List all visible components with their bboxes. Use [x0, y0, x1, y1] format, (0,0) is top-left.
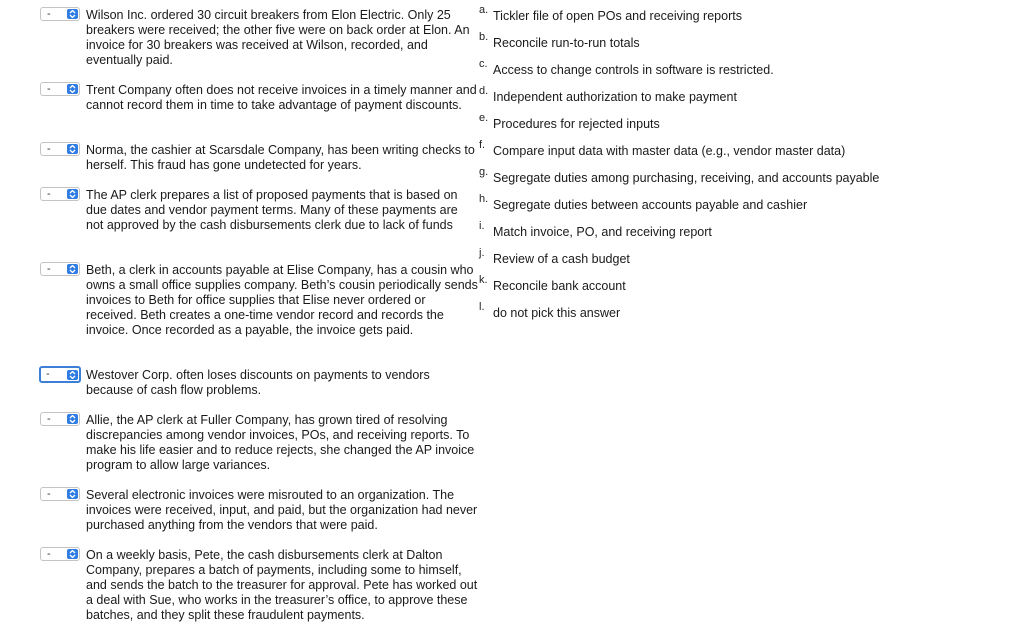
- question-text: On a weekly basis, Pete, the cash disbursements clerk at Dalton Company, prepares a batch of payments, including some to himself, and sends the batch to the treasurer for approval. Pete has worked out a deal with Sue, who works in the treasurer’s office, to approve these batches, and they split these fraudulent payments.: [86, 548, 478, 622]
- question-text: Beth, a clerk in accounts payable at Elise Company, has a cousin who owns a small office supplies company. Beth’s cousin periodically sends invoices to Beth for office supplies that Elise never ordered or received. Beth creates a one-time vendor record and records the invoice. Once recorded as a payable, the invoice gets paid.: [86, 263, 478, 337]
- select-value: -: [47, 83, 51, 95]
- select-arrows-icon: [67, 549, 78, 559]
- answer-letter: e.: [479, 112, 489, 124]
- answer-letter: a.: [479, 4, 489, 16]
- answer-letter: k.: [479, 274, 488, 286]
- answer-item: [479, 216, 999, 243]
- question-text: Several electronic invoices were misrouted to an organization. The invoices were received, input, and paid, but the organization had never purchased anything from the vendors that were paid.: [86, 488, 478, 532]
- answer-letter: l.: [479, 301, 485, 313]
- answer-text: Access to change controls in software is restricted.: [493, 63, 774, 77]
- answer-item: [479, 0, 999, 27]
- answer-letter: h.: [479, 193, 489, 205]
- answer-item: [479, 270, 999, 297]
- answer-text: Independent authorization to make payment: [493, 90, 737, 104]
- answer-select[interactable]: [40, 187, 80, 201]
- select-arrows-icon: [67, 370, 78, 380]
- question-text: Wilson Inc. ordered 30 circuit breakers from Elon Electric. Only 25 breakers were received; the other five were on back order at Elon. An invoice for 30 breakers was received at Wilson, recorded, and eventually paid.: [86, 8, 470, 67]
- select-arrows-icon: [67, 84, 78, 94]
- answer-select[interactable]: [40, 487, 80, 501]
- select-arrows-icon: [67, 264, 78, 274]
- answer-text: Segregate duties among purchasing, receiving, and accounts payable: [493, 171, 880, 185]
- select-value: -: [47, 548, 51, 560]
- question-text: Norma, the cashier at Scarsdale Company, has been writing checks to herself. This fraud has gone undetected for years.: [86, 143, 475, 172]
- answer-select[interactable]: [40, 262, 80, 276]
- answer-text: Review of a cash budget: [493, 252, 630, 266]
- question-text: Allie, the AP clerk at Fuller Company, has grown tired of resolving discrepancies among vendor invoices, POs, and receiving reports. To make his life easier and to reduce rejects, she changed the AP invoice program to allow large variances.: [86, 413, 475, 472]
- question-text: Westover Corp. often loses discounts on payments to vendors because of cash flow problems.: [86, 368, 430, 397]
- answer-text: do not pick this answer: [493, 306, 621, 320]
- question-text: The AP clerk prepares a list of proposed payments that is based on due dates and vendor payment terms. Many of these payments are not approved by the cash disbursements clerk due to lack of funds: [86, 188, 458, 232]
- answer-item: [479, 81, 999, 108]
- select-arrows-icon: [67, 9, 78, 19]
- answer-item: [479, 54, 999, 81]
- answer-select[interactable]: [40, 82, 80, 96]
- answer-select[interactable]: [40, 7, 80, 21]
- answer-letter: d.: [479, 85, 489, 97]
- answer-item: [479, 189, 999, 216]
- answer-item: [479, 108, 999, 135]
- answer-item: [479, 27, 999, 54]
- answer-text: Segregate duties between accounts payable and cashier: [493, 198, 808, 212]
- answer-letter: i.: [479, 220, 485, 232]
- answer-letter: b.: [479, 31, 489, 43]
- select-value: -: [47, 263, 51, 275]
- select-value: -: [47, 143, 51, 155]
- select-value: -: [47, 188, 51, 200]
- answer-text: Reconcile run-to-run totals: [493, 36, 640, 50]
- answer-text: Tickler file of open POs and receiving reports: [493, 9, 742, 23]
- answer-letter: g.: [479, 166, 489, 178]
- select-arrows-icon: [67, 189, 78, 199]
- answer-select[interactable]: [40, 142, 80, 156]
- answer-item: [479, 243, 999, 270]
- answer-select[interactable]: [40, 412, 80, 426]
- select-arrows-icon: [67, 144, 78, 154]
- select-arrows-icon: [67, 414, 78, 424]
- select-value: -: [47, 8, 51, 20]
- select-value: -: [47, 413, 51, 425]
- answer-text: Procedures for rejected inputs: [493, 117, 660, 131]
- answer-text: Compare input data with master data (e.g., vendor master data): [493, 144, 846, 158]
- answer-letter: f.: [479, 139, 486, 151]
- select-value: -: [47, 488, 51, 500]
- select-value: -: [46, 368, 50, 380]
- answer-item: [479, 135, 999, 162]
- select-arrows-icon: [67, 489, 78, 499]
- answer-letter: j.: [479, 247, 485, 259]
- answer-select[interactable]: [39, 366, 81, 383]
- answer-letter: c.: [479, 58, 488, 70]
- answer-text: Reconcile bank account: [493, 279, 626, 293]
- answer-select[interactable]: [40, 547, 80, 561]
- answer-text: Match invoice, PO, and receiving report: [493, 225, 712, 239]
- answer-item: [479, 297, 999, 324]
- question-text: Trent Company often does not receive invoices in a timely manner and cannot record them in time to take advantage of payment discounts.: [86, 83, 477, 112]
- answer-item: [479, 162, 999, 189]
